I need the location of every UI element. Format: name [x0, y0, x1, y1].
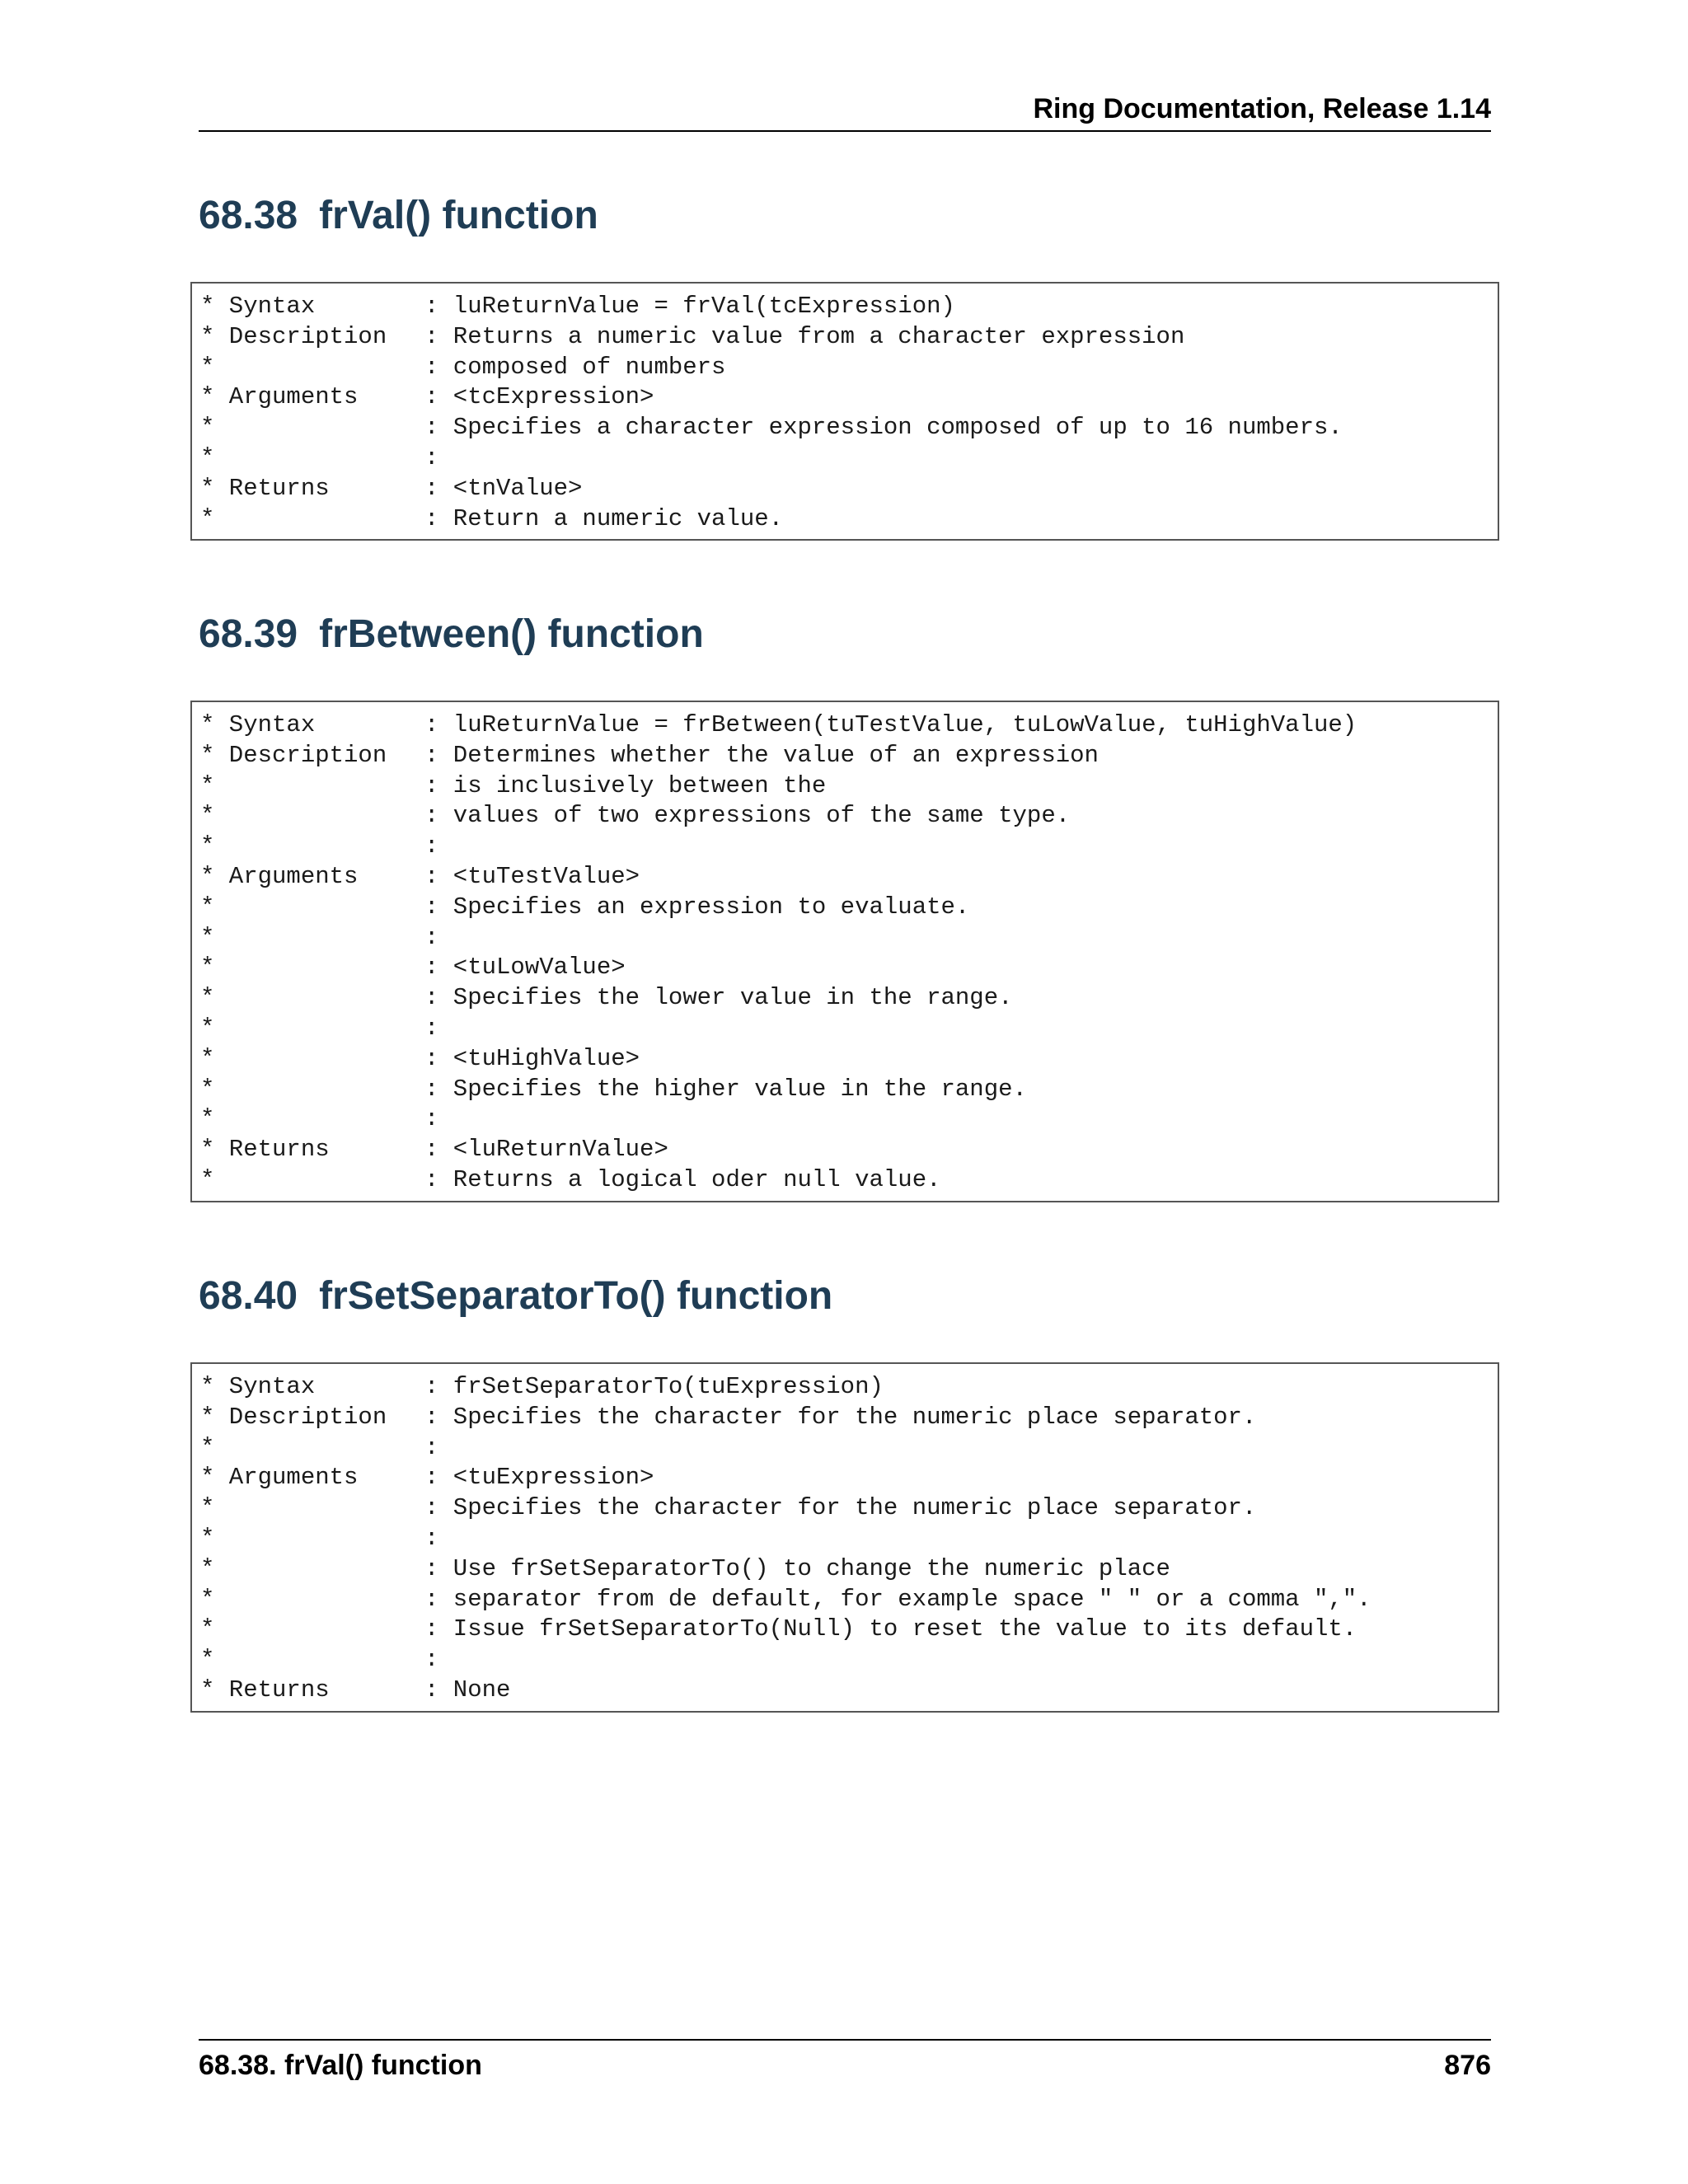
code-text: : composed of numbers: [424, 353, 726, 381]
code-line: [200, 1433, 1489, 1464]
code-label: * Syntax: [200, 711, 316, 738]
code-label: *: [200, 1524, 215, 1552]
code-text: : Issue frSetSeparatorTo(Null) to reset the value to its default.: [424, 1615, 1357, 1643]
section-title: frSetSeparatorTo() function: [319, 1274, 833, 1318]
section-number: 68.38: [199, 194, 298, 237]
code-label: * Arguments: [200, 1464, 359, 1492]
section-number: 68.40: [199, 1274, 298, 1318]
code-label: *: [200, 1433, 215, 1461]
code-line: [200, 801, 1489, 832]
code-line: [200, 893, 1489, 923]
code-line: [200, 474, 1489, 504]
code-text: :: [424, 1433, 439, 1461]
code-line: [200, 322, 1489, 353]
footer-section-ref: 68.38. frVal() function: [199, 2050, 482, 2081]
code-text: :: [424, 443, 439, 471]
code-label: *: [200, 414, 215, 442]
section-frbetween: [199, 610, 1491, 1193]
code-text: : <tcExpression>: [424, 383, 654, 411]
code-line: [200, 1044, 1489, 1075]
section-number: 68.39: [199, 612, 298, 656]
code-line: [200, 1403, 1489, 1433]
code-label: *: [200, 443, 215, 471]
code-line: [200, 1493, 1489, 1524]
section-frsetseparatorto: [199, 1272, 1491, 1704]
code-line: [200, 1463, 1489, 1493]
code-label: *: [200, 1554, 215, 1582]
code-line: [200, 1014, 1489, 1044]
code-label: *: [200, 893, 215, 921]
code-line: [200, 832, 1489, 862]
code-text: :: [424, 1524, 439, 1552]
code-text: : Specifies the character for the numeric place separator.: [424, 1494, 1257, 1522]
code-label: * Description: [200, 322, 387, 350]
section-frval: [199, 191, 1491, 532]
code-text: : values of two expressions of the same type.: [424, 802, 1071, 830]
code-line: [200, 1104, 1489, 1135]
code-label: *: [200, 1075, 215, 1103]
code-text: : <tuHighValue>: [424, 1044, 640, 1072]
code-text: : <tuLowValue>: [424, 954, 626, 982]
code-label: *: [200, 1646, 215, 1674]
code-text: : luReturnValue = frBetween(tuTestValue, tuLowValue, tuHighValue): [424, 711, 1357, 738]
code-label: *: [200, 954, 215, 982]
code-line: [200, 1554, 1489, 1585]
code-block: [190, 282, 1499, 541]
code-line: [200, 1165, 1489, 1196]
section-heading: [199, 191, 1491, 241]
code-label: * Description: [200, 741, 387, 769]
code-text: : Specifies the higher value in the range.: [424, 1075, 1027, 1103]
code-text: : <tuExpression>: [424, 1464, 654, 1492]
code-line: [200, 413, 1489, 443]
code-text: : Specifies a character expression composed of up to 16 numbers.: [424, 414, 1343, 442]
code-line: [200, 1372, 1489, 1403]
code-text: :: [424, 1014, 439, 1042]
code-text: : Specifies the character for the numeric place separator.: [424, 1403, 1257, 1431]
code-label: *: [200, 1165, 215, 1193]
header-rule: [199, 130, 1491, 132]
code-line: [200, 710, 1489, 741]
code-text: : Specifies an expression to evaluate.: [424, 893, 970, 921]
code-text: : Return a numeric value.: [424, 504, 784, 532]
code-line: [200, 983, 1489, 1014]
code-text: : luReturnValue = frVal(tcExpression): [424, 293, 955, 320]
code-line: [200, 862, 1489, 893]
code-line: [200, 1615, 1489, 1645]
code-line: [200, 382, 1489, 413]
code-line: [200, 1585, 1489, 1615]
code-line: [200, 1524, 1489, 1554]
section-title: frBetween() function: [319, 612, 704, 656]
code-label: * Returns: [200, 474, 330, 502]
code-text: : <luReturnValue>: [424, 1136, 668, 1164]
code-block: [190, 701, 1499, 1202]
code-label: * Arguments: [200, 383, 359, 411]
code-line: [200, 741, 1489, 771]
code-line: [200, 923, 1489, 954]
footer-rule: [199, 2039, 1491, 2041]
code-label: * Syntax: [200, 293, 316, 320]
code-line: [200, 292, 1489, 322]
code-block: [190, 1362, 1499, 1713]
code-text: :: [424, 1646, 439, 1674]
code-text: :: [424, 1105, 439, 1133]
code-label: * Syntax: [200, 1373, 316, 1400]
code-text: : <tuTestValue>: [424, 862, 640, 890]
code-line: [200, 443, 1489, 474]
code-label: *: [200, 1105, 215, 1133]
code-text: : is inclusively between the: [424, 771, 827, 799]
code-label: * Returns: [200, 1136, 330, 1164]
code-label: * Returns: [200, 1675, 330, 1704]
code-label: *: [200, 1494, 215, 1522]
code-line: [200, 771, 1489, 802]
section-heading: [199, 610, 1491, 659]
code-text: :: [424, 832, 439, 860]
code-line: [200, 1675, 1489, 1706]
code-text: : <tnValue>: [424, 474, 583, 502]
code-label: *: [200, 832, 215, 860]
code-line: [200, 504, 1489, 535]
code-text: : frSetSeparatorTo(tuExpression): [424, 1373, 884, 1400]
code-label: * Description: [200, 1403, 387, 1431]
code-text: :: [424, 923, 439, 951]
page-number: 876: [1444, 2050, 1491, 2081]
code-line: [200, 1075, 1489, 1105]
code-line: [200, 1135, 1489, 1165]
code-label: *: [200, 771, 215, 799]
section-heading: [199, 1272, 1491, 1321]
code-label: *: [200, 1615, 215, 1643]
code-text: : Specifies the lower value in the range.: [424, 984, 1013, 1012]
code-label: *: [200, 504, 215, 532]
running-header: Ring Documentation, Release 1.14: [1033, 93, 1491, 124]
code-label: *: [200, 984, 215, 1012]
code-text: : Use frSetSeparatorTo() to change the numeric place: [424, 1554, 1170, 1582]
code-text: : Returns a numeric value from a character expression: [424, 322, 1185, 350]
code-label: *: [200, 1585, 215, 1613]
page-footer: [199, 2046, 1491, 2085]
code-label: *: [200, 1044, 215, 1072]
code-line: [200, 1645, 1489, 1675]
code-line: [200, 953, 1489, 983]
code-text: : separator from de default, for example space " " or a comma ",".: [424, 1585, 1372, 1613]
code-text: : Returns a logical oder null value.: [424, 1165, 941, 1193]
code-text: : None: [424, 1675, 511, 1704]
code-line: [200, 353, 1489, 383]
code-label: *: [200, 802, 215, 830]
code-text: : Determines whether the value of an expression: [424, 741, 1099, 769]
code-label: *: [200, 923, 215, 951]
code-label: *: [200, 1014, 215, 1042]
section-title: frVal() function: [319, 194, 598, 237]
code-label: *: [200, 353, 215, 381]
code-label: * Arguments: [200, 862, 359, 890]
